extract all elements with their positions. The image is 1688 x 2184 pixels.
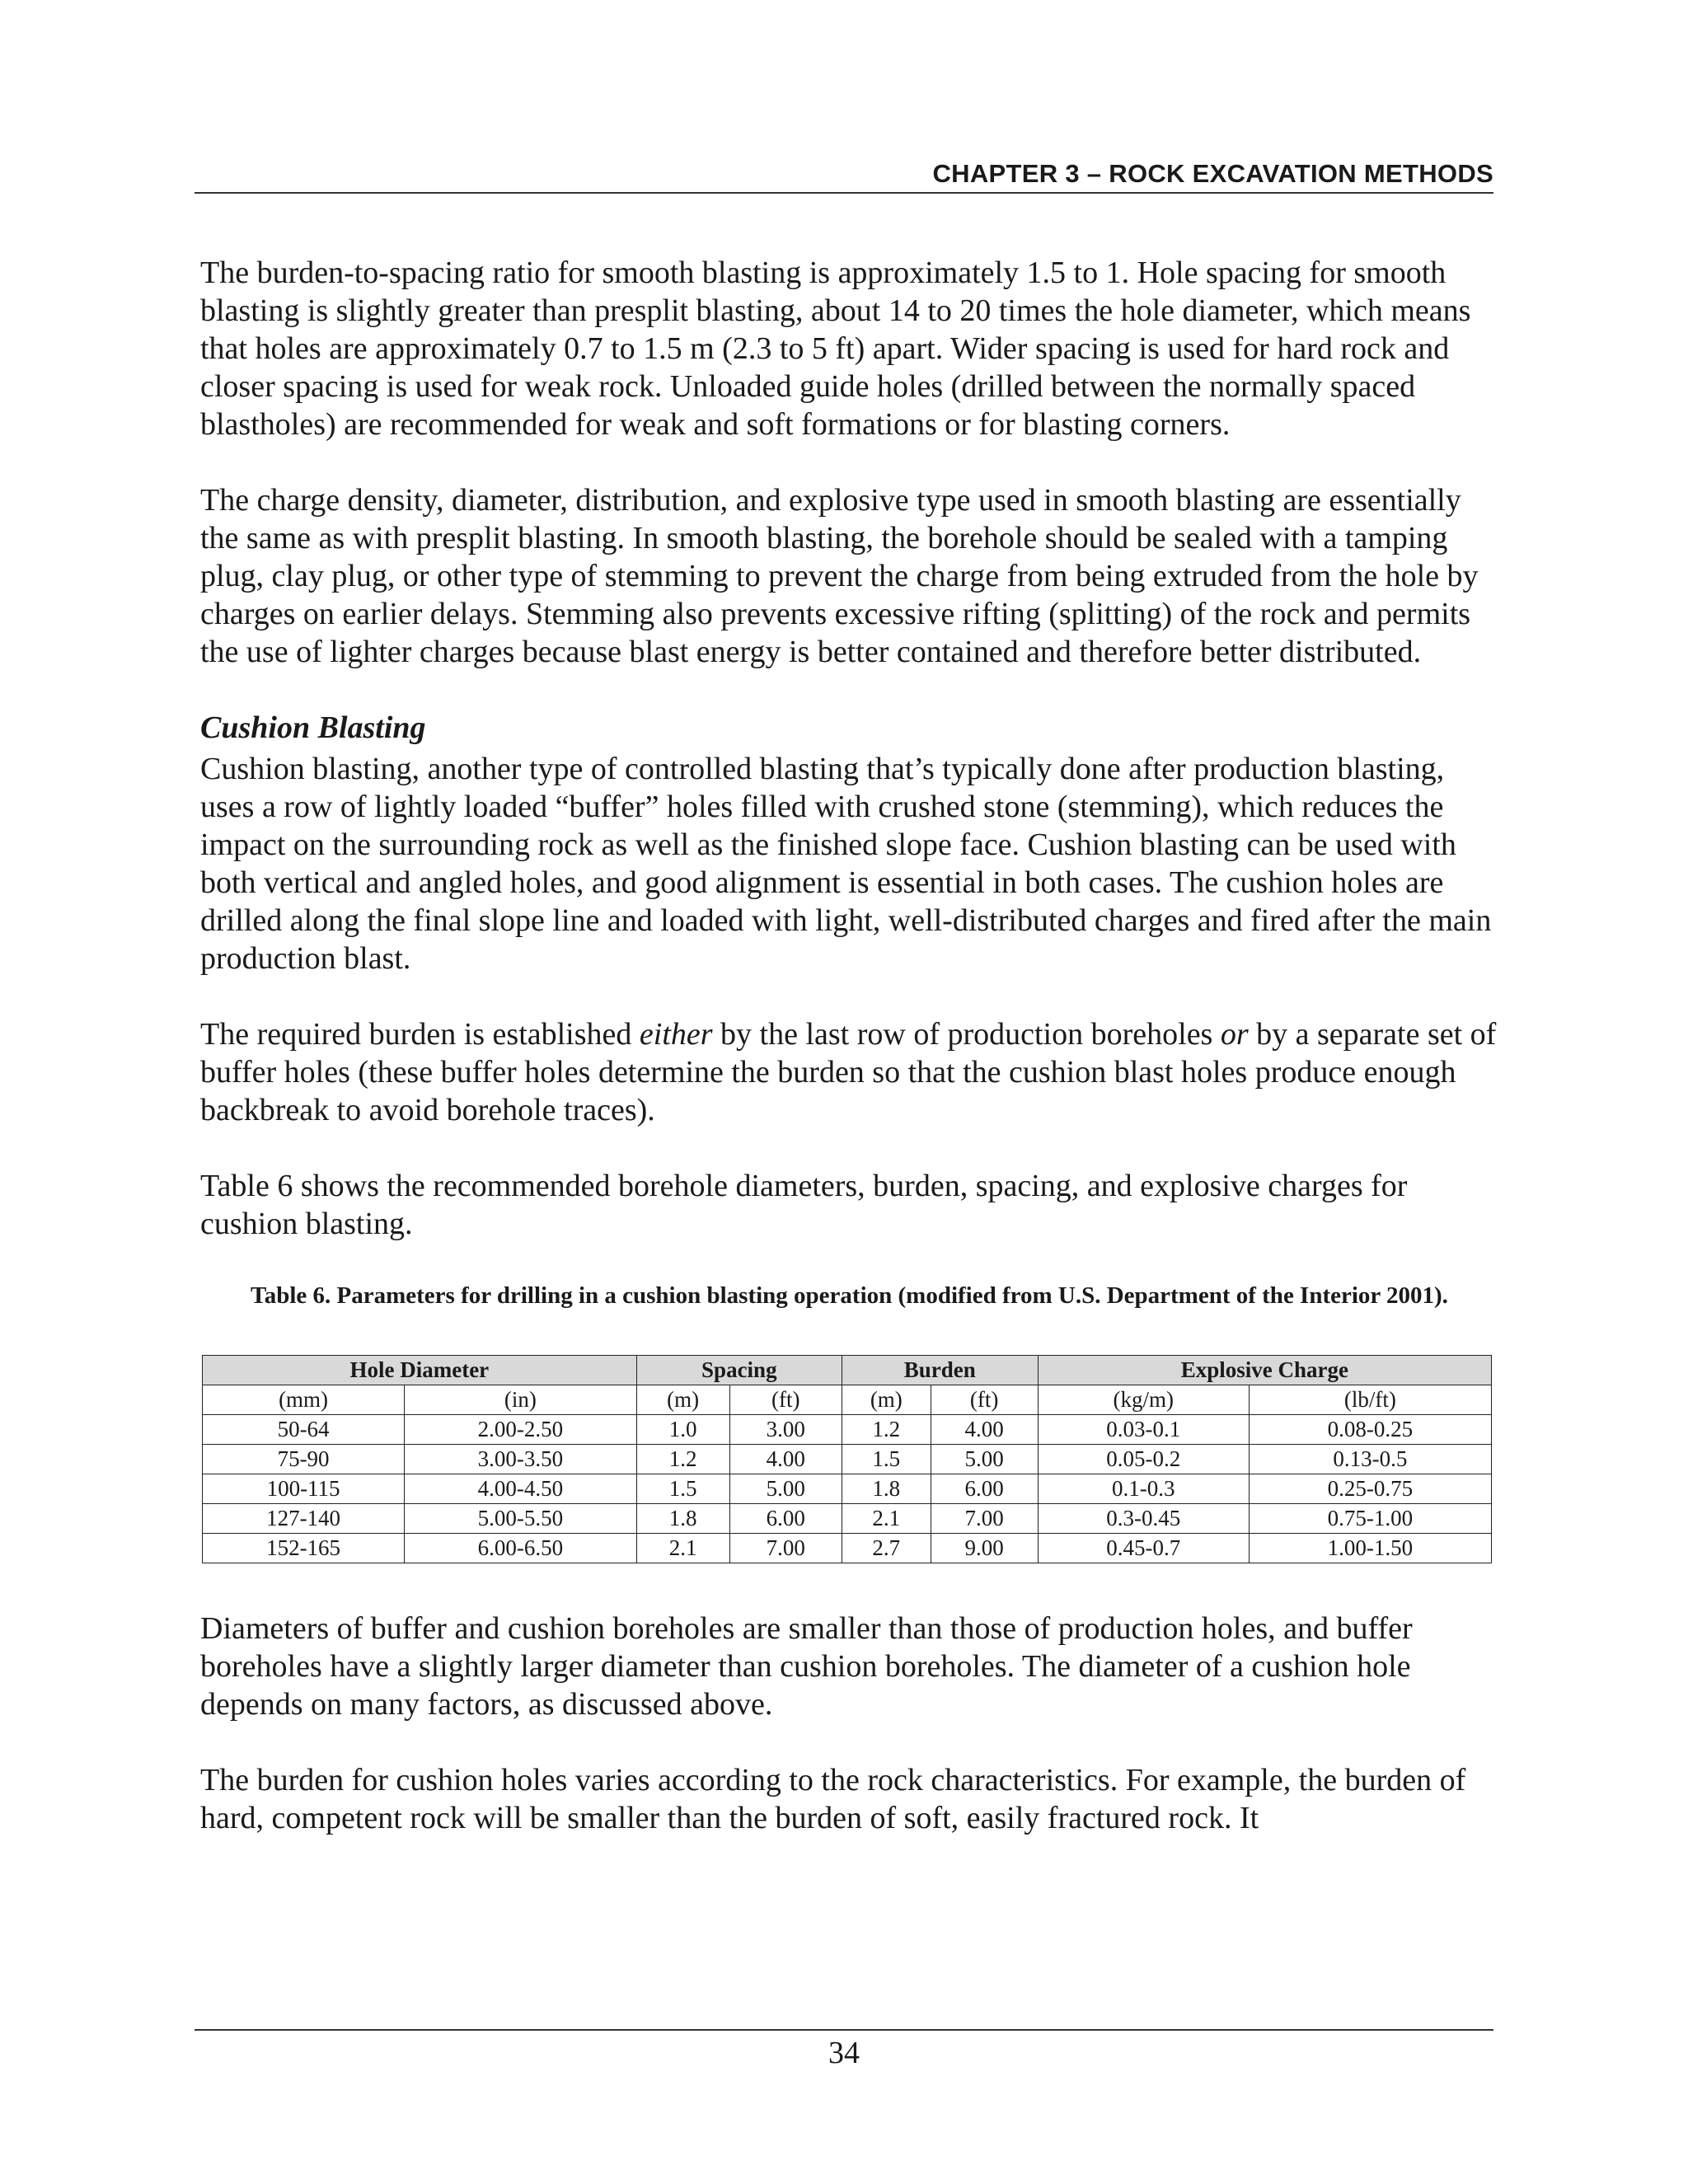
unit-cell: (m) [842,1385,931,1415]
table-row [203,1474,1492,1504]
table-cell: 5.00-5.50 [405,1504,637,1534]
table-cell: 2.7 [842,1534,931,1563]
unit-cell: (lb/ft) [1249,1385,1491,1415]
group-header-spacing: Spacing [636,1356,842,1385]
table-cell: 3.00-3.50 [405,1445,637,1474]
table-cell: 4.00 [729,1445,842,1474]
paragraph-table-reference: Table 6 shows the recommended borehole diameters, burden, spacing, and explosive charges for cushion blasting. [200,1169,1408,1241]
chapter-header: CHAPTER 3 – ROCK EXCAVATION METHODS [932,159,1493,188]
unit-cell: (in) [405,1385,637,1415]
unit-cell: (kg/m) [1038,1385,1249,1415]
table-cell: 1.2 [842,1415,931,1445]
table-cell: 0.75-1.00 [1249,1504,1491,1534]
table-cell: 100-115 [203,1474,405,1504]
page-number: 34 [828,2036,860,2070]
paragraph-smooth-spacing: The burden-to-spacing ratio for smooth blasting is approximately 1.5 to 1. Hole spacing for smooth blasting is slightly greater than presplit blasting, about 14 to 20 times the hole diameter, which means that holes are approximately 0.7 to 1.5 m (2.3 to 5 ft) apart. Wider spacing is used for hard rock and closer spacing is used for weak rock. Unloaded guide holes (drilled between the normally spaced blastholes) are recommended for weak and soft formations or for blasting corners. [200,255,1471,442]
table-row [203,1534,1492,1563]
unit-cell: (m) [636,1385,729,1415]
table-cell: 4.00 [931,1415,1038,1445]
page-content [200,254,1498,1875]
table-cell: 7.00 [729,1534,842,1563]
table-row [203,1504,1492,1534]
table-cell: 1.5 [842,1445,931,1474]
emphasis-either: either [639,1017,713,1052]
table-units-row [203,1385,1492,1415]
table-cell: 75-90 [203,1445,405,1474]
group-header-explosive-charge: Explosive Charge [1038,1356,1491,1385]
table-cell: 127-140 [203,1504,405,1534]
table-cell: 1.8 [636,1504,729,1534]
table-cell: 4.00-4.50 [405,1474,637,1504]
table-cell: 6.00 [931,1474,1038,1504]
table-cell: 0.45-0.7 [1038,1534,1249,1563]
table-cell: 0.3-0.45 [1038,1504,1249,1534]
table-cell: 1.8 [842,1474,931,1504]
unit-cell: (mm) [203,1385,405,1415]
emphasis-or: or [1220,1017,1249,1052]
table-cell: 0.03-0.1 [1038,1415,1249,1445]
parameters-table [202,1355,1492,1563]
table-caption: Table 6. Parameters for drilling in a cushion blasting operation (modified from U.S. Department of the Interior 2001). [251,1282,1448,1309]
table-cell: 9.00 [931,1534,1038,1563]
table-cell: 0.13-0.5 [1249,1445,1491,1474]
paragraph-burden-rock: The burden for cushion holes varies according to the rock characteristics. For example, the burden of hard, competent rock will be smaller than the burden of soft, easily fractured rock. It [200,1763,1466,1835]
text-run: by a separate set of buffer holes (these buffer holes determine the burden so that the cushion blast holes produce enough backbreak to avoid borehole traces). [200,1017,1497,1127]
table-cell: 0.1-0.3 [1038,1474,1249,1504]
table-cell: 1.0 [636,1415,729,1445]
section-heading-cushion-blasting: Cushion Blasting [200,710,426,745]
text-run: by the last row of production boreholes [712,1017,1221,1052]
table-cell: 3.00 [729,1415,842,1445]
paragraph-buffer-diameters: Diameters of buffer and cushion boreholes are smaller than those of production holes, and buffer boreholes have a slightly larger diameter than cushion boreholes. The diameter of a cushion hole depends on many factors, as discussed above. [200,1611,1413,1722]
table-cell: 2.1 [842,1504,931,1534]
table-row [203,1445,1492,1474]
table-cell: 5.00 [729,1474,842,1504]
footer-rule [195,2029,1493,2031]
table-cell: 1.00-1.50 [1249,1534,1491,1563]
table-cell: 2.00-2.50 [405,1415,637,1445]
table-row [203,1415,1492,1445]
table-cell: 0.25-0.75 [1249,1474,1491,1504]
table-cell: 6.00-6.50 [405,1534,637,1563]
table-cell: 0.08-0.25 [1249,1415,1491,1445]
unit-cell: (ft) [729,1385,842,1415]
paragraph-cushion-intro: Cushion blasting, another type of controlled blasting that’s typically done after production blasting, uses a row of lightly loaded “buffer” holes filled with crushed stone (stemming), which reduces the impact on the surrounding rock as well as the finished slope face. Cushion blasting can be used with both vertical and angled holes, and good alignment is essential in both cases. The cushion holes are drilled along the final slope line and loaded with light, well-distributed charges and fired after the main production blast. [200,752,1492,976]
table-cell: 2.1 [636,1534,729,1563]
table-cell: 5.00 [931,1445,1038,1474]
header-rule [195,192,1493,194]
table-cell: 1.2 [636,1445,729,1474]
table-cell: 0.05-0.2 [1038,1445,1249,1474]
unit-cell: (ft) [931,1385,1038,1415]
table-group-header-row [203,1356,1492,1385]
table-cell: 50-64 [203,1415,405,1445]
paragraph-smooth-charge: The charge density, diameter, distribution, and explosive type used in smooth blasting are essentially the same as with presplit blasting. In smooth blasting, the borehole should be sealed with a tamping plug, clay plug, or other type of stemming to prevent the charge from being extruded from the hole by charges on earlier delays. Stemming also prevents excessive rifting (splitting) of the rock and permits the use of lighter charges because blast energy is better contained and therefore better distributed. [200,483,1479,669]
text-run: The required burden is established [200,1017,640,1052]
table-cell: 152-165 [203,1534,405,1563]
table-cell: 7.00 [931,1504,1038,1534]
table-cell: 6.00 [729,1504,842,1534]
paragraph-required-burden [200,1015,1498,1129]
table-cell: 1.5 [636,1474,729,1504]
group-header-burden: Burden [842,1356,1038,1385]
group-header-hole-diameter: Hole Diameter [203,1356,637,1385]
